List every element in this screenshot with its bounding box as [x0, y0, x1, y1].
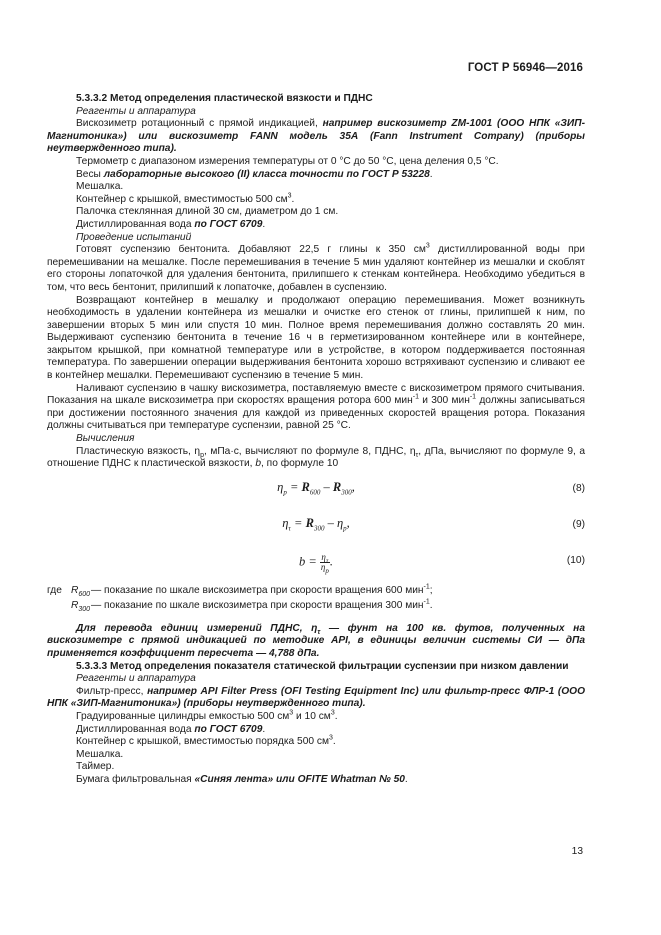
where1-sym: R — [71, 584, 79, 596]
scales-text: Весы — [76, 168, 104, 180]
reagents-heading-2: Реагенты и аппаратура — [76, 673, 196, 685]
f10-num-sub: τ — [325, 556, 329, 565]
note-text-a: Для перевода единиц измерений ПДНС, η — [76, 622, 318, 634]
f10-den-eta: η — [320, 561, 326, 572]
where-row-r300 — [47, 598, 585, 613]
container2-text: Контейнер с крышкой, вместимостью порядка 500 см — [76, 736, 329, 748]
reagents-heading: Реагенты и аппаратура — [76, 105, 196, 117]
preparation-paragraph — [47, 244, 585, 294]
container-unit-sup: 3 — [287, 192, 292, 200]
container-end: . — [291, 193, 295, 205]
water2-standard: по ГОСТ 6709 — [194, 723, 263, 735]
formula-9-number: (9) — [572, 518, 585, 530]
note-text-b: — фунт на 100 кв. футов, полученных на вискозиметре с прямой индикацией по методике API, в единицы величин системы СИ — дПа применяется коэффициент пересчета — 4,788 дПа. — [47, 622, 585, 659]
f10-eq: = — [305, 554, 320, 569]
calc-text-e: , по формуле 10 — [261, 458, 339, 470]
cyl-sup-2: 3 — [330, 709, 335, 717]
mixer-item-2: Мешалка. — [76, 748, 124, 760]
f8-r600-sub: 600 — [309, 488, 321, 497]
where1-sub: 600 — [78, 590, 91, 598]
scales-end: . — [429, 168, 433, 180]
viscometer-text: Вискозиметр ротационный с прямой индикацией, — [76, 118, 323, 130]
calc-sub-p: p — [200, 451, 204, 459]
where2-sym: R — [71, 599, 79, 611]
f9-minus: – — [324, 515, 337, 530]
where-row-r600 — [47, 583, 585, 598]
formula-10-number: (10) — [566, 554, 585, 566]
press-example: например API Filter Press (OFI Testing Equipment Inc) или фильтр-пресс ФЛР-1 (ООО НПК «ЗИП-Магнитоника») (приборы неутвержденного типа). — [47, 685, 586, 710]
calc-text-c: , дПа, вычисляют по формуле 9, а отношение ПДНС к пластической вязкости, — [47, 445, 586, 470]
container2-sup: 3 — [328, 734, 333, 742]
scales-standard: лабораторные высокого (II) класса точности по ГОСТ Р 53228 — [103, 168, 430, 180]
water2-end: . — [262, 723, 266, 735]
f10-num-eta: η — [321, 551, 326, 562]
prep-unit-sup: 3 — [425, 242, 430, 250]
f9-eta-p: η — [336, 515, 344, 530]
formula-8 — [47, 471, 585, 507]
where-r600-text — [91, 585, 433, 598]
cyl-text-a: Градуированные цилиндры емкостью 500 см — [76, 710, 290, 722]
cyl-text-b: и 10 см — [293, 710, 331, 722]
water-end: . — [262, 218, 266, 230]
where2-end: . — [429, 599, 433, 611]
note-sub: τ — [317, 628, 321, 636]
pour-text-c: должны записываться при достижении постоянного значения для каждой из приведенных скоростей вращения ротора. Показания должны считываться при температуре суспензии, равной 25 °С. — [47, 395, 585, 432]
f8-r300: R — [332, 479, 342, 494]
f8-tail: , — [351, 479, 355, 494]
formula-10-expression — [47, 551, 585, 575]
cyl-sup-1: 3 — [289, 709, 294, 717]
viscometer-paragraph — [47, 118, 585, 156]
paper-brand: «Синяя лента» или OFITE Whatman № 50 — [194, 773, 405, 785]
f8-r300-sub: 300 — [341, 488, 352, 497]
formula-10 — [47, 543, 585, 579]
formula-8-expression — [47, 479, 585, 497]
calc-paragraph — [47, 446, 585, 471]
page-body — [47, 93, 585, 787]
pour-paragraph — [47, 383, 585, 433]
where1-end: ; — [429, 584, 433, 596]
timer-item: Таймер. — [76, 761, 115, 773]
return-paragraph: Возвращают контейнер в мешалку и продолжают операцию перемешивания. Может возникнуть необходимость в удалении контейнера из мешалки и очистке его стенок от глины, прилипшей к ним, по завершении вторых 5 мин или спустя 10 мин. Полное время перемешивания должно составлять 20 мин. Выдерживают суспензию бентонита в течение 16 ч в герметизированном контейнере или в контейнере, закрытом крышкой, при комнатной температуре или в устройстве, в котором поддерживается постоянная температура. По завершении операции выдерживания бентонита хорошо встряхивают суспензию и сливают ее в контейнер мешалки. Перемешивают суспензию в течение 5 мин. — [47, 294, 585, 382]
f9-tail: , — [346, 515, 350, 530]
water2-text: Дистиллированная вода — [76, 723, 195, 735]
container-item — [47, 194, 585, 207]
cylinders-item — [47, 711, 585, 724]
formula-9-expression — [47, 515, 585, 533]
f8-eta-sub: p — [283, 488, 287, 497]
where-r300-text — [91, 600, 433, 613]
where-r600-symbol — [71, 585, 90, 598]
calc-symbol-b: b — [255, 458, 262, 470]
f8-minus: – — [320, 479, 333, 494]
viscometer-example: например вискозиметр ZM-1001 (ООО НПК «ЗИП-Магнитоника») или вискозиметр FANN модель 35А (Fann Instrument Company) (приборы неутвержденного типа). — [47, 118, 585, 155]
scales-item — [47, 169, 585, 182]
pour-text-b: и 300 мин — [418, 395, 470, 407]
calc-text-b: , мПа·с, вычисляют по формуле 8, ПДНС, η — [203, 445, 416, 457]
f9-r300: R — [305, 515, 314, 530]
mixer-item: Мешалка. — [76, 181, 124, 193]
f8-r600: R — [301, 479, 310, 494]
filter-paper-item — [47, 774, 585, 787]
water-item — [47, 219, 585, 232]
where2-sup: -1 — [423, 598, 430, 606]
filter-press-item — [47, 686, 585, 711]
f10-fraction — [320, 551, 330, 575]
pour-sup-1: -1 — [412, 393, 419, 401]
calc-text-a: Пластическую вязкость, η — [76, 445, 201, 457]
where2-sub: 300 — [78, 605, 91, 613]
f10-b: b — [298, 554, 306, 569]
container-text: Контейнер с крышкой, вместимостью 500 см — [76, 193, 288, 205]
water-item-2 — [47, 724, 585, 737]
calc-heading: Вычисления — [76, 433, 135, 445]
glass-rod-item: Палочка стеклянная длиной 30 см, диаметром до 1 см. — [76, 206, 339, 218]
thermometer-item: Термометр с диапазоном измерения температуры от 0 °С до 50 °С, цена деления 0,5 °С. — [76, 155, 499, 167]
f9-eta-sub: τ — [288, 524, 291, 533]
water-standard: по ГОСТ 6709 — [194, 218, 263, 230]
where2-desc: — показание по шкале вискозиметра при скорости вращения 300 мин — [91, 599, 424, 611]
press-text: Фильтр-пресс, — [76, 685, 148, 697]
f9-eta: η — [282, 515, 289, 530]
f8-eq: = — [286, 479, 302, 494]
f10-den-sub: p — [325, 566, 329, 575]
formula-8-number: (8) — [572, 482, 585, 494]
f10-denominator — [320, 561, 330, 575]
paper-text: Бумага фильтровальная — [76, 773, 195, 785]
f8-eta: η — [277, 479, 284, 494]
standard-code: ГОСТ Р 56946—2016 — [467, 62, 583, 74]
where1-desc: — показание по шкале вискозиметра при скорости вращения 600 мин — [91, 584, 424, 596]
conversion-note — [47, 623, 585, 661]
f9-r300-sub: 300 — [313, 524, 325, 533]
pour-text-a: Наливают суспензию в чашку вискозиметра, поставляемую вместе с вискозиметром прямого считывания. Показания на шкале вискозиметра при скоростях вращения ротора 600 мин — [47, 382, 585, 407]
where1-sup: -1 — [423, 583, 430, 591]
section-heading-5333: 5.3.3.3 Метод определения показателя статической фильтрации суспензии при низком давлении — [76, 660, 569, 672]
pour-sup-2: -1 — [469, 393, 477, 401]
container2-end: . — [332, 736, 336, 748]
where-r300-symbol — [71, 600, 90, 613]
where-label: где — [47, 584, 62, 596]
section-heading-5332: 5.3.3.2 Метод определения пластической вязкости и ПДНС — [76, 93, 373, 104]
formula-9 — [47, 507, 585, 543]
calc-sub-tau: τ — [415, 451, 419, 459]
where-block — [47, 583, 585, 613]
cyl-end: . — [334, 710, 338, 722]
f9-eq: = — [290, 515, 306, 530]
f10-tail: . — [329, 554, 334, 569]
testing-heading: Проведение испытаний — [76, 231, 192, 243]
water-text: Дистиллированная вода — [76, 218, 195, 230]
page-number: 13 — [571, 846, 583, 857]
paper-end: . — [404, 773, 408, 785]
f9-eta-p-sub: p — [343, 524, 347, 533]
prep-text-b: дистиллированной воды при перемешивании на мешалке. После перемешивания в течение 5 мин удаляют контейнер из мешалки и скоблят его стороны лопаточкой для удаления бентонита, прилипшего к стенкам контейнера. Необходимо убедиться в том, что весь бентонит, прилипший к лопаточке, добавлен в суспензию. — [47, 244, 585, 293]
prep-text-a: Готовят суспензию бентонита. Добавляют 22,5 г глины к 350 см — [76, 244, 426, 256]
container-item-2 — [47, 736, 585, 749]
